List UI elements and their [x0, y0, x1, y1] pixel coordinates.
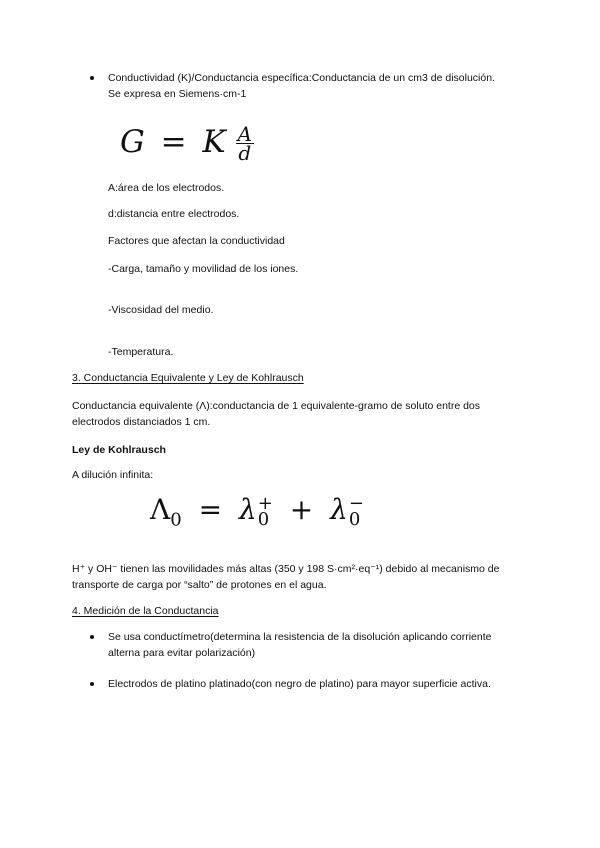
formula-cation-sub: 0 [257, 508, 270, 530]
bullet-conductivity-line1: Conductividad (K)/Conductancia específica:Conductancia de un cm3 de disolución. [108, 72, 495, 84]
formula-anion-sub: 0 [348, 508, 361, 530]
formula-conductance [120, 118, 254, 166]
formula-lambda-total-sub: 0 [170, 509, 182, 531]
formula-denominator: d [238, 140, 252, 165]
infinite-dilution-label: A dilución infinita: [72, 469, 154, 481]
equivalent-conductance-line1: Conductancia equivalente (Λ):conductancia de 1 equivalente-gramo de soluto entre dos [72, 400, 481, 412]
platinum-electrodes: Electrodos de platino platinado(con negro de platino) para mayor superficie activa. [108, 678, 491, 690]
formula-lambda-total: Λ [150, 493, 171, 526]
formula-numerator: A [237, 121, 252, 146]
def-distance: d:distancia entre electrodos. [108, 208, 240, 220]
section3-heading[interactable]: 3. Conductancia Equivalente y Ley de Kohlrausch [72, 372, 304, 384]
bullet-conductivity-line2: Se expresa en Siemens·cm-1 [108, 88, 247, 100]
formula-cation-indices [257, 492, 273, 530]
equivalent-conductance-line2: electrodos distanciados 1 cm. [72, 416, 211, 428]
factor-viscosity: -Viscosidad del medio. [108, 304, 214, 316]
formula-equals: = [160, 124, 187, 160]
formula-lambda-anion: λ [330, 493, 348, 526]
kohlrausch-title: Ley de Kohlrausch [72, 444, 166, 456]
bullet-dot [90, 76, 94, 80]
factor-temperature: -Temperatura. [108, 346, 174, 358]
factors-title: Factores que afectan la conductividad [108, 235, 285, 247]
bullet-dot [90, 682, 94, 686]
formula-lambda-cation: λ [238, 493, 257, 526]
formula-anion-sup: − [348, 492, 364, 514]
mobility-line1: H⁺ y OH⁻ tienen las movilidades más altas (350 y 198 S·cm²·eq⁻¹) debido al mecanismo de [72, 563, 500, 575]
formula-anion-indices [348, 492, 364, 530]
formula2-equals: = [198, 493, 223, 526]
mobility-line2: transporte de carga por “salto” de protones en el agua. [72, 579, 327, 591]
formula-k: K [202, 124, 226, 160]
conductimeter-line1: Se usa conductímetro(determina la resistencia de la disolución aplicando corriente [108, 631, 492, 643]
def-area: A:área de los electrodos. [108, 182, 225, 194]
factor-charge: -Carga, tamaño y movilidad de los iones. [108, 263, 299, 275]
formula-cation-sup: + [257, 492, 273, 514]
section4-heading[interactable]: 4. Medición de la Conductancia [72, 605, 219, 617]
formula-fraction [236, 121, 254, 165]
formula-kohlrausch [150, 488, 364, 543]
bullet-dot [90, 635, 94, 639]
conductimeter-line2: alterna para evitar polarización) [108, 647, 256, 659]
formula-g: G [120, 124, 145, 160]
formula2-plus: + [289, 493, 314, 526]
